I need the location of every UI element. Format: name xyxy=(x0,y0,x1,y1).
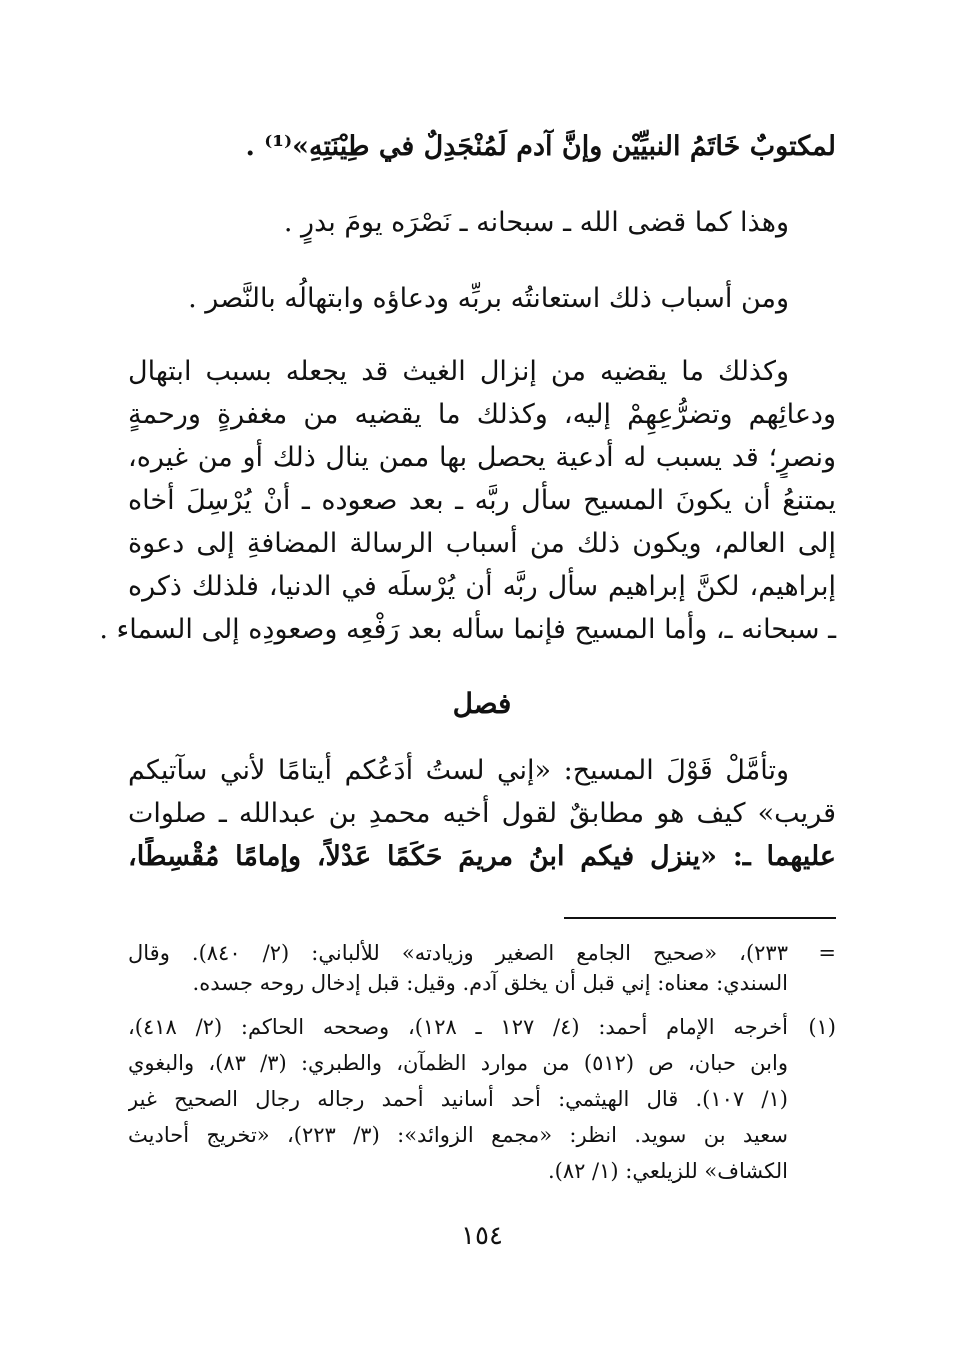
paragraph-line-6: إبراهيم، لكنَّ إبراهيم سأل ربَّه أن يُرْسلَه في الدنيا، فلذلك ذكره xyxy=(128,571,836,602)
footnote-1-line-4: سعيد بن سويد. انظر: «مجمع الزوائد»: (٣/ ٢٢٣)، «تخريج أحاديث xyxy=(128,1123,788,1147)
paragraph-line-1: وكذلك ما يقضيه من إنزال الغيث قد يجعله بسبب ابتهال xyxy=(128,356,789,387)
paragraph-line-4: يمتنعُ أن يكونَ المسيح سأل ربَّه ـ بعد صعوده ـ أنْ يُرْسِلَ أخاه xyxy=(128,485,836,516)
section-line-2: قريب» كيف هو مطابقٌ لقول أخيه محمدِ بن عبدالله ـ صلوات xyxy=(128,798,836,829)
footnote-1-line-3: (١/ ١٠٧). قال الهيثمي: أحد أسانيد أحمد رجاله رجال الصحيح غير xyxy=(128,1087,788,1111)
text-line-1: لمكتوبٌ خَاتَمُ النبيِّيْن وإنَّ آدم لَمُنْجَدِلٌ في طِيْنَتِهِ»⁽¹⁾ . xyxy=(245,131,836,162)
paragraph-line-2: ودعائِهم وتضرُّعِهِمْ إليه، وكذلك ما يقضيه من مغفرةٍ ورحمةٍ xyxy=(128,399,836,430)
footnote-continuation-mark: = xyxy=(818,941,836,965)
paragraph-line-5: إلى العالم، ويكون ذلك من أسباب الرسالة المضافةِ إلى دعوة xyxy=(128,528,836,559)
footnote-1-mark: (١) xyxy=(808,1015,836,1039)
footnote-1-line-2: وابن حبان، ص (٥١٢) من موارد الظمآن، والطبري: (٣/ ٨٣)، والبغوي xyxy=(128,1051,788,1075)
footnote-separator xyxy=(564,917,836,919)
text-line-3: ومن أسباب ذلك استعانتُه بربِّه ودعاؤه وابتهالُه بالنَّصر . xyxy=(188,283,789,314)
footnote-continuation-line-2: السندي: معناه: إني قبل أن يخلق آدم. وقيل: قبل إدخال روحه جسده. xyxy=(192,971,788,995)
footnote-1-line-1: أخرجه الإمام أحمد: (٤/ ١٢٧ ـ ١٢٨)، وصححه الحاكم: (٢/ ٤١٨)، xyxy=(128,1015,788,1039)
paragraph-line-3: ونصرٍ؛ قد يسبب له أدعية يحصل بها ممن ينال ذلك أو من غيره، xyxy=(128,442,836,473)
section-line-3: عليهما ـ: «ينزل فيكم ابنُ مريمَ حَكَمًا عَدْلاً، وإمامًا مُقْسِطًا، xyxy=(128,841,836,872)
page-number: ١٥٤ xyxy=(461,1221,503,1251)
text-line-2: وهذا كما قضى الله ـ سبحانه ـ نَصْرَه يومَ بدرٍ . xyxy=(283,207,789,238)
section-line-1: وتأمَّلْ قَوْلَ المسيح: «إني لستُ أدَعُكم أيتامًا لأني سآتيكم xyxy=(128,755,789,786)
paragraph-line-7: ـ سبحانه ـ، وأما المسيح فإنما سأله بعد رَفْعِه وصعودِه إلى السماء . xyxy=(99,614,836,645)
footnote-continuation-line-1: ٢٣٣)، «صحيح الجامع الصغير وزيادته» للألباني: (٢/ ٨٤٠). وقال xyxy=(128,941,788,965)
footnote-1-line-5: الكشاف» للزيلعي: (١/ ٨٢). xyxy=(547,1159,788,1183)
section-heading: فصل xyxy=(452,687,512,720)
